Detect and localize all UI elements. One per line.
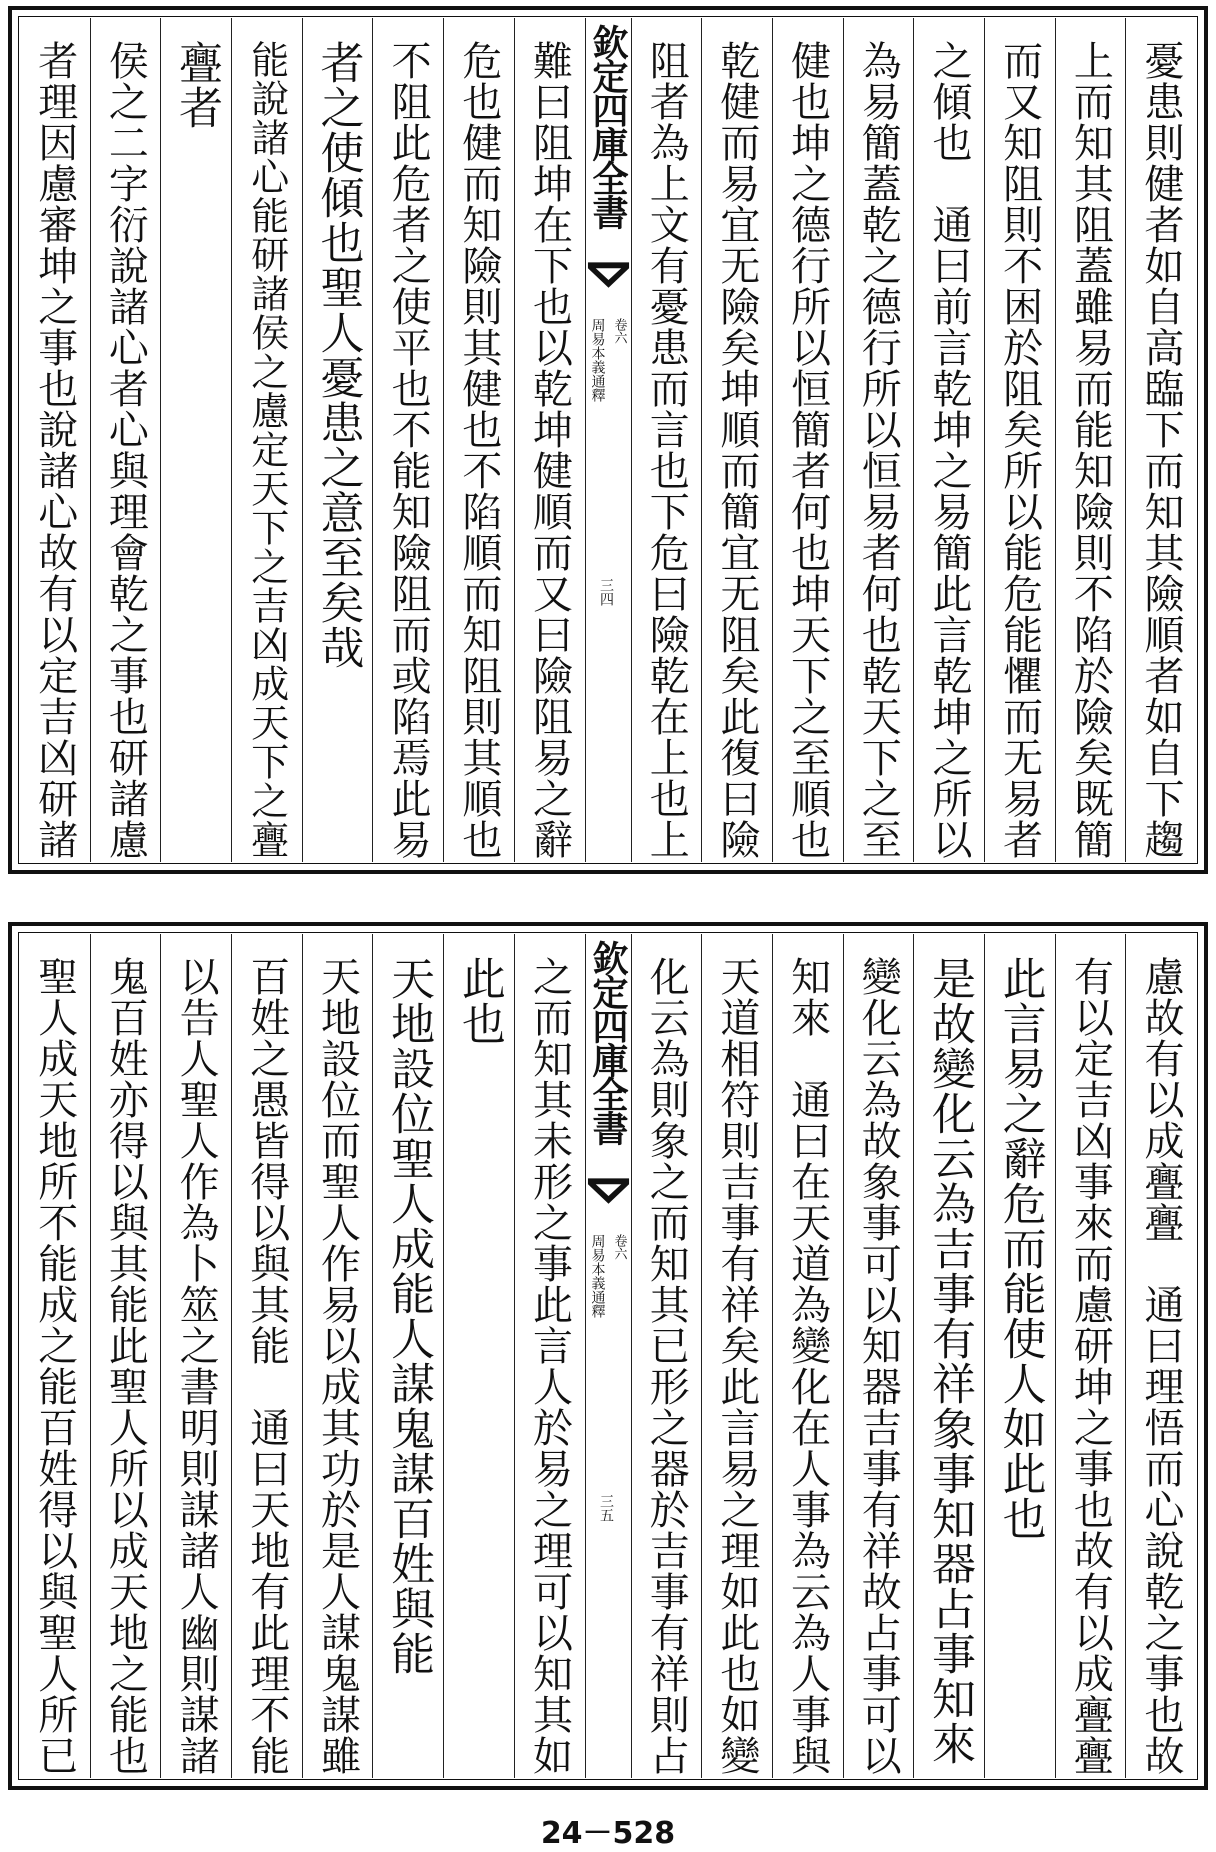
text-column [160, 934, 231, 1778]
spine-juan: 卷六 [611, 318, 627, 344]
column-text: 鬼百姓亦得以與其能此聖人所以成天地之能也 [102, 956, 149, 1776]
text-column [160, 18, 231, 862]
column-text: 以告人聖人作為卜筮之書明則謀諸人幽則謀諸 [173, 956, 220, 1776]
column-text: 有以定吉凶事來而慮研坤之事也故有以成亹亹 [1067, 956, 1114, 1776]
text-column [843, 934, 914, 1778]
spine-book-title: 周易本義通釋 [589, 318, 606, 402]
column-text: 慮故有以成亹亹 通曰理悟而心說乾之事也故 [1138, 956, 1184, 1776]
column-text: 天道相符則吉事有祥矣此言易之理如此也如變 [713, 956, 760, 1776]
text-column [514, 934, 585, 1778]
text-column [913, 934, 984, 1778]
page-top [8, 6, 1208, 874]
fish-tail-ornament-icon [586, 258, 631, 298]
text-column [443, 934, 514, 1778]
text-column [20, 18, 90, 862]
column-text: 此言易之辭危而能使人如此也 [994, 956, 1046, 1541]
spine-juan: 卷六 [611, 1234, 627, 1260]
text-column [1055, 934, 1126, 1778]
text-column [843, 18, 914, 862]
column-text: 亹者 [171, 40, 223, 130]
text-column [701, 934, 772, 1778]
text-column [302, 934, 373, 1778]
column-text: 而又知阻則不困於阻矣所以能危能懼而无易者 [996, 40, 1043, 860]
column-text: 上而知其阻蓋雖易而能知險則不陷於險矣既簡 [1067, 40, 1114, 860]
text-column [231, 934, 302, 1778]
text-column [514, 18, 585, 862]
column-text: 健也坤之德行所以恒簡者何也坤天下之至順也 [784, 40, 831, 860]
center-spine [585, 18, 631, 862]
spine-title: 欽定四庫全書 [587, 24, 629, 228]
column-text: 不阻此危者之使平也不能知險阻而或陷焉此易 [385, 40, 432, 860]
text-column [772, 18, 843, 862]
column-text: 百姓之愚皆得以與其能 通曰天地有此理不能 [243, 956, 290, 1776]
text-column [913, 18, 984, 862]
column-text: 為易簡蓋乾之德行所以恒易者何也乾天下之至 [855, 40, 902, 860]
text-column [701, 18, 772, 862]
column-text: 乾健而易宜无險矣坤順而簡宜无阻矣此復曰險 [713, 40, 760, 860]
column-text: 變化云為故象事可以知器吉事有祥故占事可以 [855, 956, 902, 1776]
spine-folio-number: 三四 [598, 578, 614, 606]
column-text: 化云為則象之而知其已形之器於吉事有祥則占 [643, 956, 690, 1776]
page-bottom [8, 922, 1208, 1790]
text-column [90, 18, 161, 862]
column-text: 天地設位聖人成能人謀鬼謀百姓與能 [383, 956, 435, 1676]
column-text: 知來 通曰在天道為變化在人事為云為人事與 [784, 956, 831, 1776]
column-row [20, 18, 1196, 862]
text-column [443, 18, 514, 862]
column-text: 者理因慮審坤之事也說諸心故有以定吉凶研諸 [31, 40, 78, 860]
column-text: 聖人成天地所不能成之能百姓得以與聖人所已 [31, 956, 78, 1776]
text-column [1125, 18, 1196, 862]
column-text: 能說諸心能研諸侯之慮定天下之吉凶成天下之亹 [244, 40, 289, 859]
column-text: 是故變化云為吉事有祥象事知器占事知來 [923, 956, 975, 1766]
column-text: 之傾也 通曰前言乾坤之易簡此言乾坤之所以 [925, 40, 972, 860]
column-text: 難曰阻坤在下也以乾坤健順而又曰險阻易之辭 [526, 40, 573, 860]
spine-book-title: 周易本義通釋 [589, 1234, 606, 1318]
text-column [631, 934, 702, 1778]
spine-folio-number: 三五 [598, 1494, 614, 1522]
text-column [90, 934, 161, 1778]
spine-title: 欽定四庫全書 [587, 940, 629, 1144]
text-column [372, 934, 443, 1778]
text-column [302, 18, 373, 862]
column-text: 侯之二字衍說諸心者心與理會乾之事也研諸慮 [102, 40, 149, 860]
page-number-footer: 24－528 [540, 1816, 676, 1851]
fish-tail-ornament-icon [586, 1174, 631, 1214]
text-column [20, 934, 90, 1778]
text-column [984, 18, 1055, 862]
text-column [1125, 934, 1196, 1778]
text-column [631, 18, 702, 862]
center-spine [585, 934, 631, 1778]
column-text: 危也健而知險則其健也不陷順而知阻則其順也 [455, 40, 502, 860]
column-text: 憂患則健者如自高臨下而知其險順者如自下趨 [1138, 40, 1184, 860]
text-column [1055, 18, 1126, 862]
text-column [231, 18, 302, 862]
column-text: 阻者為上文有憂患而言也下危曰險乾在上也上 [643, 40, 690, 860]
column-row [20, 934, 1196, 1778]
column-text: 之而知其未形之事此言人於易之理可以知其如 [526, 956, 573, 1776]
text-column [372, 18, 443, 862]
column-text: 此也 [453, 956, 505, 1046]
text-column [984, 934, 1055, 1778]
column-text: 者之使傾也聖人憂患之意至矣哉 [312, 40, 364, 670]
column-text: 天地設位而聖人作易以成其功於是人謀鬼謀雖 [314, 956, 361, 1776]
text-column [772, 934, 843, 1778]
